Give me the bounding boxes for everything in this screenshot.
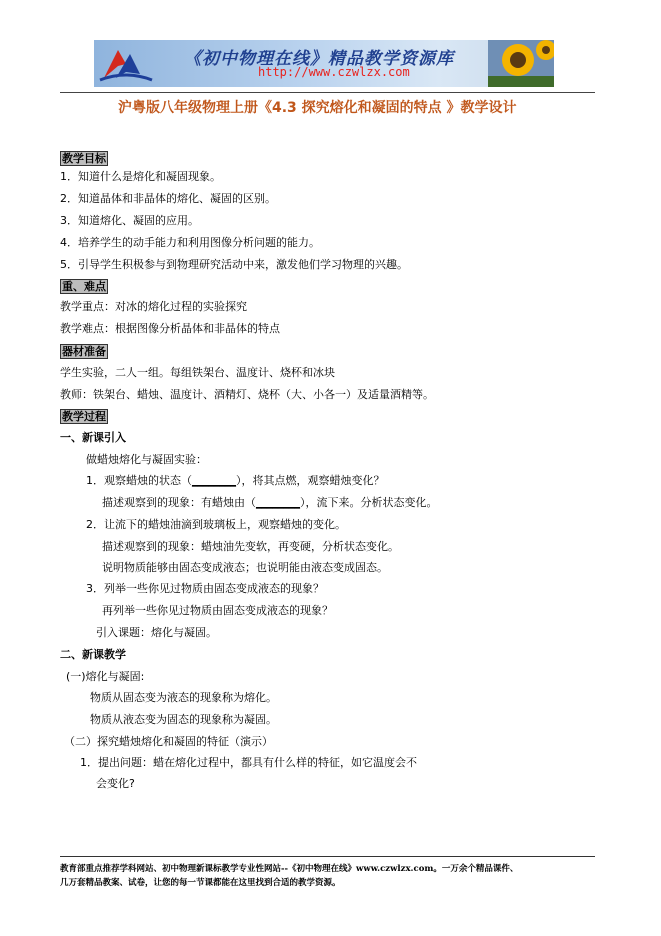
lead-in: 引入课题：熔化与凝固。: [96, 626, 217, 639]
footer: [60, 862, 600, 890]
part2-title: 二、新课教学: [60, 648, 126, 661]
banner-url[interactable]: http://www.czwlzx.com: [258, 65, 410, 79]
process-heading: 教学过程: [62, 410, 106, 423]
step2-explain: 说明物质能够由固态变成液态；也说明能由液态变成固态。: [102, 561, 388, 574]
key-difficulty: 教学难点：根据图像分析晶体和非晶体的特点: [60, 322, 280, 335]
equipment-heading: 器材准备: [62, 345, 106, 358]
equipment-teacher: 教师：铁架台、蜡烛、温度计、酒精灯、烧杯（大、小各一）及适量酒精等。: [60, 388, 434, 401]
equipment-student: 学生实验，二人一组。每组铁架台、温度计、烧杯和冰块: [60, 366, 335, 379]
objective-item: 4．培养学生的动手能力和利用图像分析问题的能力。: [60, 236, 320, 249]
question-1-cont: 会变化?: [96, 777, 135, 790]
step1-desc: 描述观察到的现象：有蜡烛由（________），流下来。分析状态变化。: [102, 496, 438, 509]
objective-item: 3．知道熔化、凝固的应用。: [60, 214, 199, 227]
subsection-1: (一)熔化与凝固:: [66, 670, 145, 683]
banner-title: 《初中物理在线》精品教学资源库: [184, 49, 454, 69]
header-banner: [94, 40, 554, 87]
sunflower-icon: [488, 40, 554, 87]
footer-line: 几万套精品教案、试卷，让您的每一节课都能在这里找到合适的教学资源。: [60, 878, 341, 888]
step2: 2．让流下的蜡烛油滴到玻璃板上，观察蜡烛的变化。: [86, 518, 346, 531]
step2-desc: 描述观察到的现象：蜡烛油先变软，再变硬，分析状态变化。: [102, 540, 399, 553]
footer-line: 教育部重点推荐学科网站、初中物理新课标教学专业性网站--《初中物理在线》www.czwlzx.com。一万余个精品课件、: [60, 864, 519, 874]
intro-text: 做蜡烛熔化与凝固实验：: [86, 453, 207, 466]
header-rule: [60, 92, 595, 93]
melting-definition: 物质从固态变为液态的现象称为熔化。: [90, 691, 277, 704]
step3-b: 再列举一些你见过物质由固态变成液态的现象？: [102, 604, 333, 617]
keypoints-heading: 重、难点: [62, 280, 106, 293]
footer-rule: [60, 856, 595, 857]
part1-title: 一、新课引入: [60, 431, 126, 444]
question-1: 1．提出问题：蜡在熔化过程中，都具有什么样的特征，如它温度会不: [80, 756, 417, 769]
objective-item: 2．知道晶体和非晶体的熔化、凝固的区别。: [60, 192, 276, 205]
solidifying-definition: 物质从液态变为固态的现象称为凝固。: [90, 713, 277, 726]
objectives-heading: 教学目标: [62, 152, 106, 165]
objective-item: 5．引导学生积极参与到物理研究活动中来，激发他们学习物理的兴趣。: [60, 258, 408, 271]
key-focus: 教学重点：对冰的熔化过程的实验探究: [60, 300, 247, 313]
step1: 1．观察蜡烛的状态（________），将其点燃，观察蜡烛变化？: [86, 474, 385, 487]
page-title: 沪粤版八年级物理上册《4.3 探究熔化和凝固的特点 》教学设计: [118, 100, 517, 116]
objective-item: 1．知道什么是熔化和凝固现象。: [60, 170, 221, 183]
site-logo-icon: [96, 44, 156, 84]
subsection-2: （二）探究蜡烛熔化和凝固的特征（演示）: [64, 735, 273, 748]
step3: 3．列举一些你见过物质由固态变成液态的现象？: [86, 582, 324, 595]
